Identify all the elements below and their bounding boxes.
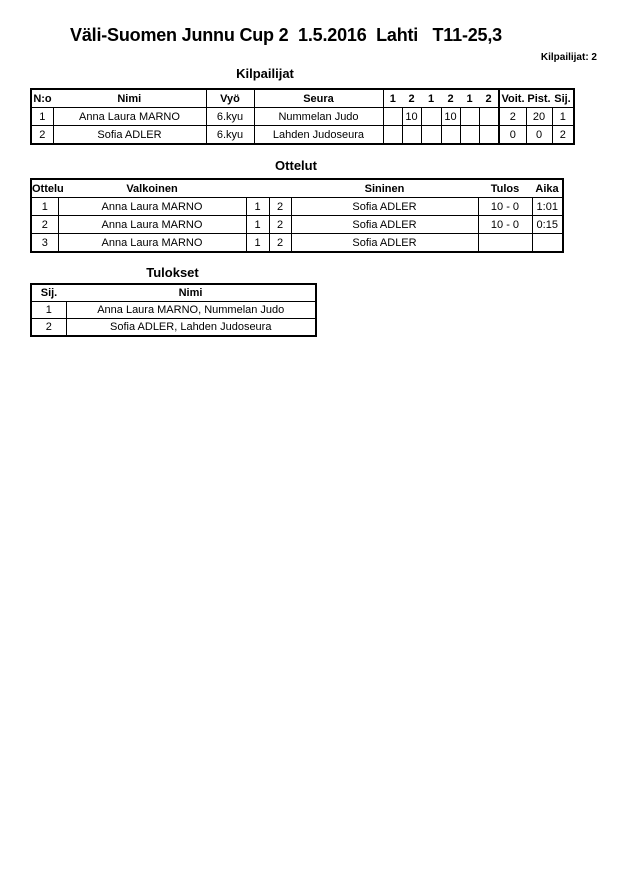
cell-blue-player: Sofia ADLER: [291, 234, 478, 253]
col-header-nimi: Nimi: [66, 284, 316, 302]
col-header-round-5: 1: [460, 89, 479, 108]
col-header-nimi: Nimi: [53, 89, 206, 108]
match-row: [31, 234, 563, 253]
cell-aika: 0:15: [532, 216, 563, 234]
col-header-pist: Pist.: [526, 89, 552, 108]
competitor-row: [31, 126, 574, 145]
cell-no: 2: [31, 126, 53, 145]
result-row: [31, 302, 316, 319]
cell-sij: 2: [31, 319, 66, 337]
cell-white-number: 1: [246, 216, 269, 234]
match-number-header-spacer: [246, 179, 291, 198]
cell-white-number: 1: [246, 234, 269, 253]
competitor-row: [31, 108, 574, 126]
cell-score-1: [383, 126, 402, 145]
cell-score-6: [479, 126, 499, 145]
cell-vyo: 6.kyu: [206, 126, 254, 145]
cell-sij: 2: [552, 126, 574, 145]
col-header-round-3: 1: [421, 89, 441, 108]
col-header-no: N:o: [31, 89, 53, 108]
section-heading-ottelut: Ottelut: [275, 158, 317, 173]
cell-score-3: [421, 126, 441, 145]
ottelut-table: [30, 178, 564, 253]
cell-score-3: [421, 108, 441, 126]
cell-blue-number: 2: [269, 198, 291, 216]
kilpailijat-table: [30, 88, 575, 145]
cell-nimi: Anna Laura MARNO, Nummelan Judo: [66, 302, 316, 319]
cell-no: 1: [31, 108, 53, 126]
cell-blue-player: Sofia ADLER: [291, 198, 478, 216]
cell-aika: 1:01: [532, 198, 563, 216]
cell-match-no: 2: [31, 216, 58, 234]
cell-nimi: Sofia ADLER: [53, 126, 206, 145]
cell-score-5: [460, 126, 479, 145]
section-heading-kilpailijat: Kilpailijat: [236, 66, 294, 81]
cell-white-player: Anna Laura MARNO: [58, 198, 246, 216]
cell-white-player: Anna Laura MARNO: [58, 234, 246, 253]
cell-score-4: 10: [441, 108, 460, 126]
cell-tulos: 10 - 0: [478, 198, 532, 216]
tulokset-table: [30, 283, 317, 337]
col-header-round-6: 2: [479, 89, 499, 108]
cell-blue-player: Sofia ADLER: [291, 216, 478, 234]
cell-voit: 0: [499, 126, 526, 145]
cell-sij: 1: [31, 302, 66, 319]
cell-score-4: [441, 126, 460, 145]
cell-sij: 1: [552, 108, 574, 126]
cell-pist: 20: [526, 108, 552, 126]
match-row: [31, 216, 563, 234]
col-header-round-4: 2: [441, 89, 460, 108]
cell-match-no: 3: [31, 234, 58, 253]
cell-seura: Nummelan Judo: [254, 108, 383, 126]
kilpailijat-header-row: [31, 89, 574, 108]
cell-tulos: 10 - 0: [478, 216, 532, 234]
cell-white-number: 1: [246, 198, 269, 216]
result-row: [31, 319, 316, 337]
col-header-seura: Seura: [254, 89, 383, 108]
col-header-tulos: Tulos: [478, 179, 532, 198]
section-heading-tulokset: Tulokset: [146, 265, 199, 280]
cell-blue-number: 2: [269, 234, 291, 253]
ottelut-header-row: [31, 179, 563, 198]
page-title: Väli-Suomen Junnu Cup 2 1.5.2016 Lahti T11-25,3: [70, 25, 502, 45]
cell-score-5: [460, 108, 479, 126]
cell-score-2: [402, 126, 421, 145]
col-header-aika: Aika: [532, 179, 563, 198]
cell-blue-number: 2: [269, 216, 291, 234]
col-header-sininen: Sininen: [291, 179, 478, 198]
competitors-count: Kilpailijat: 2: [540, 52, 597, 63]
cell-vyo: 6.kyu: [206, 108, 254, 126]
cell-nimi: Anna Laura MARNO: [53, 108, 206, 126]
col-header-valkoinen: Valkoinen: [58, 179, 246, 198]
cell-match-no: 1: [31, 198, 58, 216]
col-header-round-2: 2: [402, 89, 421, 108]
cell-nimi: Sofia ADLER, Lahden Judoseura: [66, 319, 316, 337]
col-header-sij: Sij.: [31, 284, 66, 302]
cell-aika: [532, 234, 563, 253]
tulokset-header-row: [31, 284, 316, 302]
col-header-round-1: 1: [383, 89, 402, 108]
cell-white-player: Anna Laura MARNO: [58, 216, 246, 234]
col-header-ottelu: Ottelu: [31, 179, 58, 198]
cell-score-6: [479, 108, 499, 126]
col-header-voit: Voit.: [499, 89, 526, 108]
cell-score-1: [383, 108, 402, 126]
col-header-sij: Sij.: [552, 89, 574, 108]
cell-voit: 2: [499, 108, 526, 126]
cell-score-2: 10: [402, 108, 421, 126]
col-header-vyo: Vyö: [206, 89, 254, 108]
cell-tulos: [478, 234, 532, 253]
cell-seura: Lahden Judoseura: [254, 126, 383, 145]
cell-pist: 0: [526, 126, 552, 145]
match-row: [31, 198, 563, 216]
